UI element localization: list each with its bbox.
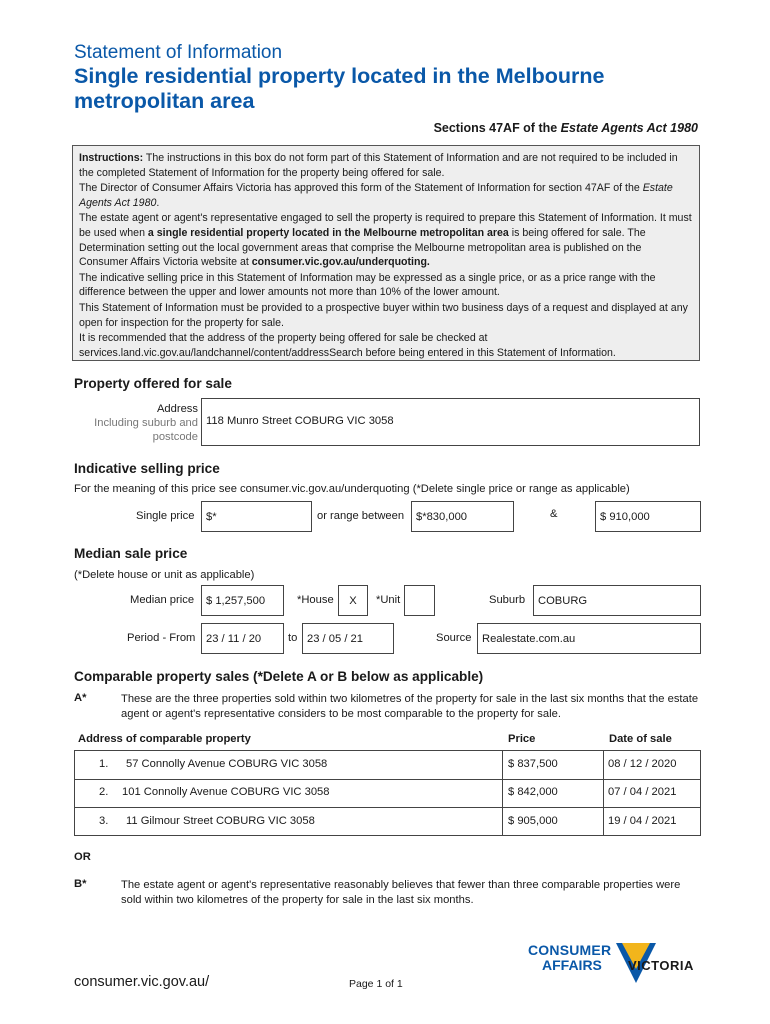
table-col-rule-1: [502, 750, 503, 836]
median-heading: Median sale price: [74, 546, 188, 561]
range-low-value: $*830,000: [416, 510, 468, 523]
range-high-field[interactable]: [595, 501, 701, 532]
period-to-value: 23 / 05 / 21: [307, 632, 363, 645]
option-a-text: These are the three properties sold within two kilometres of the property for sale in the last six months that the estate agent or agent's representative considers to be most comparable to the property for sale.: [121, 693, 699, 720]
instructions-p2a: The Director of Consumer Affairs Victoria has approved this form of the Statement of Information for section 47AF of the: [79, 182, 643, 195]
house-label: *House: [297, 594, 334, 606]
address-label: Address: [156, 403, 198, 415]
suburb-label: Suburb: [489, 594, 526, 606]
instructions-box: [72, 145, 700, 361]
address-label-group: [70, 402, 198, 444]
consumer-affairs-logo: [528, 943, 708, 993]
table-row-3-num: 3.: [99, 815, 109, 827]
table-row-1-date[interactable]: 08 / 12 / 2020: [608, 758, 677, 770]
range-high-value: $ 910,000: [600, 510, 650, 523]
address-value: 118 Munro Street COBURG VIC 3058: [206, 415, 394, 427]
period-from-label: Period - From: [127, 632, 196, 644]
table-row-1-address[interactable]: 57 Connolly Avenue COBURG VIC 3058: [126, 758, 328, 770]
instructions-p6: It is recommended that the address of the property being offered for sale be checked at services.land.vic.gov.au/landchannel/content/addressSearch before being entered in this Statement of Information.: [79, 332, 616, 359]
instructions-p3b: a single residential property located in the Melbourne metropolitan area: [147, 226, 509, 239]
or-label: OR: [74, 851, 91, 863]
instructions-p2c: .: [156, 196, 160, 209]
median-note: (*Delete house or unit as applicable): [74, 569, 255, 581]
range-ampersand: &: [550, 508, 558, 520]
logo-line1: CONSUMER: [528, 942, 612, 958]
range-low-field[interactable]: [411, 501, 514, 532]
table-row-2-num: 2.: [99, 786, 109, 798]
table-row-2-date[interactable]: 07 / 04 / 2021: [608, 786, 677, 798]
source-label: Source: [436, 632, 472, 644]
table-col-rule-2: [603, 750, 604, 836]
table-top-rule: [74, 750, 701, 751]
table-row-1-price[interactable]: $ 837,500: [508, 758, 558, 770]
document-kicker: Statement of Information: [74, 42, 283, 63]
unit-checkbox[interactable]: [404, 585, 435, 616]
instructions-p5: This Statement of Information must be provided to a prospective buyer within two business days of a request and displayed at any open for inspection for the property for sale.: [79, 301, 688, 329]
source-value: Realestate.com.au: [482, 632, 576, 645]
range-label: or range between: [317, 510, 405, 522]
median-price-label: Median price: [130, 594, 195, 606]
col-date-header: Date of sale: [609, 733, 672, 745]
table-row-3-address[interactable]: 11 Gilmour Street COBURG VIC 3058: [126, 815, 315, 827]
table-row-rule-1: [74, 779, 701, 780]
instructions-p4: The indicative selling price in this Statement of Information may be expressed as a single price, or as a price range with the difference between the upper and lower amounts not more than 10% of the lower amount.: [79, 271, 656, 299]
indicative-note: For the meaning of this price see consumer.vic.gov.au/underquoting (*Delete single price or range as applicable): [74, 483, 630, 495]
median-price-value: $ 1,257,500: [206, 594, 266, 607]
period-from-field[interactable]: [201, 623, 284, 654]
instructions-p2b: Estate Agents Act 1980: [79, 182, 673, 209]
period-from-value: 23 / 11 / 20: [206, 632, 262, 645]
logo-line2: AFFAIRS: [542, 957, 602, 973]
address-sublabel-1: Including suburb and: [94, 417, 198, 429]
house-checkbox[interactable]: [338, 585, 368, 616]
document-title: Single residential property located in the Melbourne metropolitan area: [74, 64, 605, 113]
page-number: Page 1 of 1: [349, 978, 403, 990]
comparable-heading: Comparable property sales (*Delete A or B below as applicable): [74, 669, 484, 684]
address-sublabel-2: postcode: [152, 431, 198, 443]
property-heading: Property offered for sale: [74, 376, 232, 391]
instructions-link[interactable]: consumer.vic.gov.au/underquoting.: [251, 256, 430, 269]
footer-link[interactable]: consumer.vic.gov.au/: [74, 974, 210, 990]
median-price-field[interactable]: [201, 585, 284, 616]
period-to-field[interactable]: [302, 623, 394, 654]
single-price-value: $*: [206, 510, 217, 523]
table-row-rule-2: [74, 807, 701, 808]
table-row-3-price[interactable]: $ 905,000: [508, 815, 558, 827]
option-b-label: B*: [74, 878, 87, 890]
table-row-3-date[interactable]: 19 / 04 / 2021: [608, 815, 677, 827]
single-price-label: Single price: [136, 510, 195, 522]
table-row-2-address[interactable]: 101 Connolly Avenue COBURG VIC 3058: [122, 786, 330, 798]
logo-victoria: VICTORIA: [628, 958, 694, 973]
address-field[interactable]: [201, 398, 700, 446]
period-to-label: to: [288, 632, 298, 644]
table-row-2-price[interactable]: $ 842,000: [508, 786, 558, 798]
instructions-p1: The instructions in this box do not form part of this Statement of Information and are not required to be included in the completed Statement of Information for the property being offered for sale.: [79, 152, 678, 179]
instructions-p3a: The estate agent or agent's representative engaged to sell the property is required to prepare this Statement of Information. It must be used when: [79, 212, 692, 239]
col-address-header: Address of comparable property: [78, 733, 251, 745]
instructions-label: Instructions:: [79, 152, 144, 164]
sections-prefix: Sections 47AF of the: [433, 121, 561, 135]
sections-act: Estate Agents Act 1980: [560, 121, 698, 135]
suburb-field[interactable]: [533, 585, 701, 616]
single-price-field[interactable]: [201, 501, 312, 532]
table-row-1-num: 1.: [99, 758, 109, 770]
unit-label: *Unit: [376, 594, 401, 606]
col-price-header: Price: [508, 733, 536, 745]
instructions-p3c: is being offered for sale. The Determination setting out the local government areas that comprise the Melbourne metropolitan area is published on the Consumer Affairs Victoria website at: [79, 226, 646, 269]
suburb-value: COBURG: [538, 594, 588, 607]
option-a-label: A*: [74, 692, 87, 704]
source-field[interactable]: [477, 623, 701, 654]
house-mark: X: [349, 594, 357, 607]
option-b-text: The estate agent or agent's representative reasonably believes that fewer than three comparable properties were sold within two kilometres of the property for sale in the last six months.: [121, 879, 681, 906]
sections-reference: [434, 121, 698, 135]
indicative-heading: Indicative selling price: [74, 461, 220, 476]
